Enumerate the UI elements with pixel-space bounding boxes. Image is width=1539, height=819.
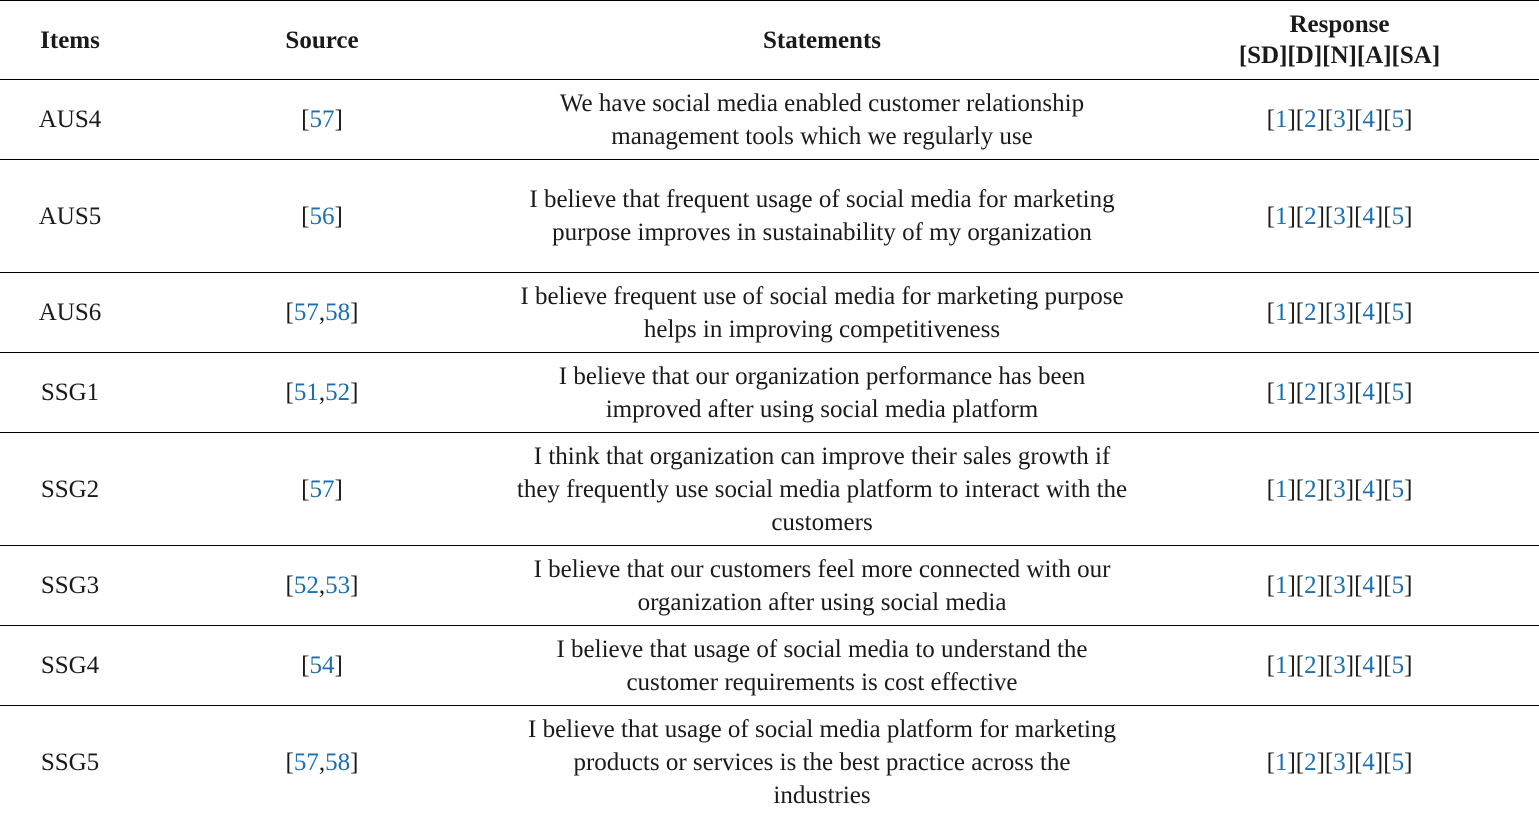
bracket: [ [301, 652, 310, 679]
bracket: ] [1316, 202, 1325, 230]
response-option-link[interactable]: 1 [1274, 652, 1288, 679]
response-option-link[interactable]: 5 [1391, 202, 1405, 230]
bracket: [ [1354, 475, 1363, 503]
source-cell [140, 433, 504, 546]
header-response-title: Response [1289, 11, 1390, 38]
item-cell: AUS5 [0, 160, 140, 273]
bracket: ] [334, 106, 343, 133]
response-option-link[interactable]: 2 [1304, 106, 1317, 133]
comma: , [318, 572, 326, 599]
bracket: ] [334, 652, 343, 679]
response-option-link[interactable]: 3 [1333, 379, 1346, 406]
bracket: [ [1266, 748, 1275, 776]
bracket: ] [1345, 748, 1355, 776]
citation-link[interactable]: 51 [293, 379, 319, 406]
bracket: [ [1266, 652, 1275, 679]
bracket: [ [1295, 202, 1305, 230]
bracket: ] [1345, 572, 1355, 599]
bracket: ] [1404, 748, 1413, 776]
table-body [0, 80, 1539, 819]
response-cell [1140, 546, 1539, 626]
bracket: ] [1287, 379, 1296, 406]
bracket: ] [1287, 202, 1296, 230]
response-option-link[interactable]: 5 [1391, 106, 1405, 133]
response-option-link[interactable]: 4 [1362, 475, 1375, 503]
bracket: ] [1374, 202, 1384, 230]
response-option-link[interactable]: 4 [1362, 379, 1375, 406]
response-option-link[interactable]: 1 [1274, 106, 1288, 133]
bracket: ] [1316, 652, 1325, 679]
statement-cell [504, 433, 1140, 546]
bracket: [ [1383, 572, 1392, 599]
bracket: ] [1345, 379, 1355, 406]
bracket: ] [1287, 299, 1296, 326]
bracket: ] [1374, 748, 1384, 776]
response-option-link[interactable]: 4 [1362, 106, 1375, 133]
bracket: ] [1404, 572, 1413, 599]
bracket: [ [1354, 652, 1363, 679]
response-option-link[interactable]: 2 [1304, 572, 1317, 599]
item-cell: SSG4 [0, 626, 140, 706]
response-option-link[interactable]: 5 [1391, 572, 1405, 599]
header-response [1140, 1, 1539, 80]
bracket: ] [1374, 299, 1384, 326]
table-row [0, 546, 1539, 626]
bracket: [ [1383, 202, 1392, 230]
response-cell [1140, 706, 1539, 819]
response-option-link[interactable]: 2 [1304, 748, 1317, 776]
item-cell: SSG1 [0, 353, 140, 433]
bracket: [ [1295, 106, 1305, 133]
bracket: [ [1354, 106, 1363, 133]
bracket: ] [1316, 379, 1325, 406]
bracket: ] [1316, 748, 1325, 776]
citation-link[interactable]: 58 [325, 748, 351, 776]
bracket: [ [1324, 299, 1334, 326]
bracket: [ [1324, 202, 1334, 230]
source-cell [140, 353, 504, 433]
bracket: [ [301, 106, 310, 133]
bracket: ] [1374, 652, 1384, 679]
bracket: [ [1354, 299, 1363, 326]
bracket: [ [285, 572, 294, 599]
bracket: [ [1324, 475, 1334, 503]
bracket: [ [1383, 475, 1392, 503]
bracket: [ [1324, 379, 1334, 406]
bracket: [ [1383, 106, 1392, 133]
item-cell: SSG2 [0, 433, 140, 546]
response-option-link[interactable]: 5 [1391, 379, 1405, 406]
bracket: ] [1404, 299, 1413, 326]
response-option-link[interactable]: 1 [1274, 748, 1288, 776]
bracket: [ [1383, 379, 1392, 406]
response-cell [1140, 353, 1539, 433]
response-option-link[interactable]: 1 [1274, 379, 1288, 406]
table-row [0, 353, 1539, 433]
bracket: [ [301, 202, 310, 230]
statement-cell [504, 160, 1140, 273]
bracket: [ [301, 475, 310, 503]
response-option-link[interactable]: 2 [1304, 475, 1317, 503]
header-row [0, 1, 1539, 80]
header-items: Items [0, 1, 140, 80]
comma: , [318, 748, 326, 776]
response-option-link[interactable]: 5 [1391, 748, 1405, 776]
comma: , [318, 299, 326, 326]
bracket: ] [1345, 652, 1355, 679]
response-cell [1140, 273, 1539, 353]
citation-link[interactable]: 56 [309, 202, 335, 230]
bracket: [ [1295, 572, 1305, 599]
response-cell [1140, 433, 1539, 546]
citation-link[interactable]: 52 [325, 379, 351, 406]
bracket: [ [1324, 572, 1334, 599]
table-row [0, 273, 1539, 353]
item-cell: AUS4 [0, 80, 140, 160]
bracket: ] [1374, 106, 1384, 133]
response-option-link[interactable]: 3 [1333, 106, 1346, 133]
item-cell: AUS6 [0, 273, 140, 353]
source-cell [140, 273, 504, 353]
response-option-link[interactable]: 5 [1391, 652, 1405, 679]
header-response-scale: [SD][D][N][A][SA] [1238, 42, 1441, 69]
bracket: [ [1295, 299, 1305, 326]
bracket: ] [1404, 106, 1413, 133]
bracket: [ [1383, 748, 1392, 776]
response-option-link[interactable]: 2 [1304, 202, 1317, 230]
bracket: [ [1324, 748, 1334, 776]
bracket: ] [1345, 202, 1355, 230]
bracket: ] [1316, 475, 1325, 503]
bracket: ] [350, 299, 359, 326]
bracket: ] [1374, 379, 1384, 406]
response-option-link[interactable]: 2 [1304, 652, 1317, 679]
response-option-link[interactable]: 1 [1274, 299, 1288, 326]
bracket: [ [1383, 652, 1392, 679]
bracket: ] [1404, 475, 1413, 503]
source-cell [140, 80, 504, 160]
table-row [0, 433, 1539, 546]
bracket: ] [334, 202, 343, 230]
bracket: ] [1404, 202, 1413, 230]
bracket: ] [1287, 475, 1296, 503]
response-cell [1140, 80, 1539, 160]
statement-cell [504, 273, 1140, 353]
statement-text: I think that organization can improve their sales growth if they frequently use social media platform to interact with the customers [516, 442, 1128, 536]
statement-cell [504, 706, 1140, 819]
bracket: ] [1287, 748, 1296, 776]
response-option-link[interactable]: 1 [1274, 572, 1288, 599]
bracket: ] [1345, 475, 1355, 503]
bracket: [ [285, 748, 294, 776]
response-option-link[interactable]: 4 [1362, 299, 1375, 326]
table-row [0, 626, 1539, 706]
citation-link[interactable]: 57 [293, 748, 319, 776]
response-cell [1140, 160, 1539, 273]
bracket: ] [1374, 475, 1384, 503]
bracket: ] [350, 379, 359, 406]
citation-link[interactable]: 53 [325, 572, 351, 599]
response-option-link[interactable]: 5 [1391, 299, 1405, 326]
bracket: ] [1316, 106, 1325, 133]
statement-text: I believe that usage of social media platform for marketing products or services is the best practice across the industries [528, 715, 1116, 809]
table-row [0, 706, 1539, 819]
bracket: [ [1295, 748, 1305, 776]
table-row [0, 80, 1539, 160]
bracket: [ [1295, 652, 1305, 679]
bracket: ] [350, 748, 359, 776]
response-option-link[interactable]: 3 [1333, 572, 1346, 599]
statement-text: I believe that our customers feel more connected with our organization after using social media [533, 555, 1111, 616]
response-option-link[interactable]: 3 [1333, 202, 1346, 230]
bracket: ] [1287, 106, 1296, 133]
bracket: [ [1354, 572, 1363, 599]
bracket: ] [1287, 572, 1296, 599]
bracket: [ [285, 299, 294, 326]
bracket: ] [334, 475, 343, 503]
response-option-link[interactable]: 3 [1333, 475, 1346, 503]
table-row [0, 160, 1539, 273]
bracket: [ [1266, 572, 1275, 599]
response-option-link[interactable]: 4 [1362, 748, 1375, 776]
citation-link[interactable]: 57 [309, 475, 335, 503]
bracket: [ [1266, 299, 1275, 326]
source-cell [140, 626, 504, 706]
response-cell [1140, 626, 1539, 706]
bracket: ] [1287, 652, 1296, 679]
statement-text: I believe that usage of social media to understand the customer requirements is cost effective [556, 635, 1088, 696]
response-option-link[interactable]: 1 [1274, 475, 1288, 503]
statement-cell [504, 353, 1140, 433]
bracket: [ [1324, 106, 1334, 133]
bracket: [ [1266, 202, 1275, 230]
item-cell: SSG3 [0, 546, 140, 626]
citation-link[interactable]: 57 [309, 106, 335, 133]
bracket: [ [1354, 748, 1363, 776]
bracket: [ [1266, 475, 1275, 503]
bracket: ] [1316, 299, 1325, 326]
response-option-link[interactable]: 1 [1274, 202, 1288, 230]
bracket: ] [1345, 106, 1355, 133]
bracket: ] [350, 572, 359, 599]
bracket: [ [1324, 652, 1334, 679]
statement-text: I believe that frequent usage of social media for marketing purpose improves in sustainability of my organization [529, 186, 1115, 246]
item-cell: SSG5 [40, 748, 100, 776]
header-source: Source [140, 1, 504, 80]
bracket: [ [1295, 379, 1305, 406]
bracket: [ [1354, 379, 1363, 406]
response-option-link[interactable]: 2 [1304, 379, 1317, 406]
response-option-link[interactable]: 4 [1362, 572, 1375, 599]
response-option-link[interactable]: 2 [1304, 299, 1317, 326]
response-option-link[interactable]: 4 [1362, 202, 1375, 230]
bracket: ] [1404, 652, 1413, 679]
response-option-link[interactable]: 3 [1333, 652, 1346, 679]
source-cell [140, 546, 504, 626]
bracket: ] [1316, 572, 1325, 599]
bracket: [ [1354, 202, 1363, 230]
citation-link[interactable]: 54 [309, 652, 335, 679]
bracket: ] [1374, 572, 1384, 599]
bracket: [ [1383, 299, 1392, 326]
statement-text: I believe frequent use of social media for marketing purpose helps in improving competitiveness [520, 282, 1124, 343]
citation-link[interactable]: 52 [293, 572, 319, 599]
response-option-link[interactable]: 3 [1333, 748, 1346, 776]
statement-cell [504, 546, 1140, 626]
bracket: [ [1266, 106, 1275, 133]
citation-link[interactable]: 58 [325, 299, 351, 326]
statement-text: I believe that our organization performance has been improved after using social media platform [558, 362, 1086, 423]
statement-cell [504, 80, 1140, 160]
statement-text: We have social media enabled customer relationship management tools which we regularly use [559, 89, 1085, 150]
bracket: [ [285, 379, 294, 406]
comma: , [318, 379, 326, 406]
bracket: [ [1266, 379, 1275, 406]
source-cell [140, 160, 504, 273]
citation-link[interactable]: 57 [293, 299, 319, 326]
source-cell [140, 706, 504, 819]
bracket: ] [1345, 299, 1355, 326]
response-option-link[interactable]: 5 [1391, 475, 1405, 503]
header-statements: Statements [504, 1, 1140, 80]
bracket: [ [1295, 475, 1305, 503]
bracket: ] [1404, 379, 1413, 406]
response-option-link[interactable]: 3 [1333, 299, 1346, 326]
response-option-link[interactable]: 4 [1362, 652, 1375, 679]
statement-cell [504, 626, 1140, 706]
